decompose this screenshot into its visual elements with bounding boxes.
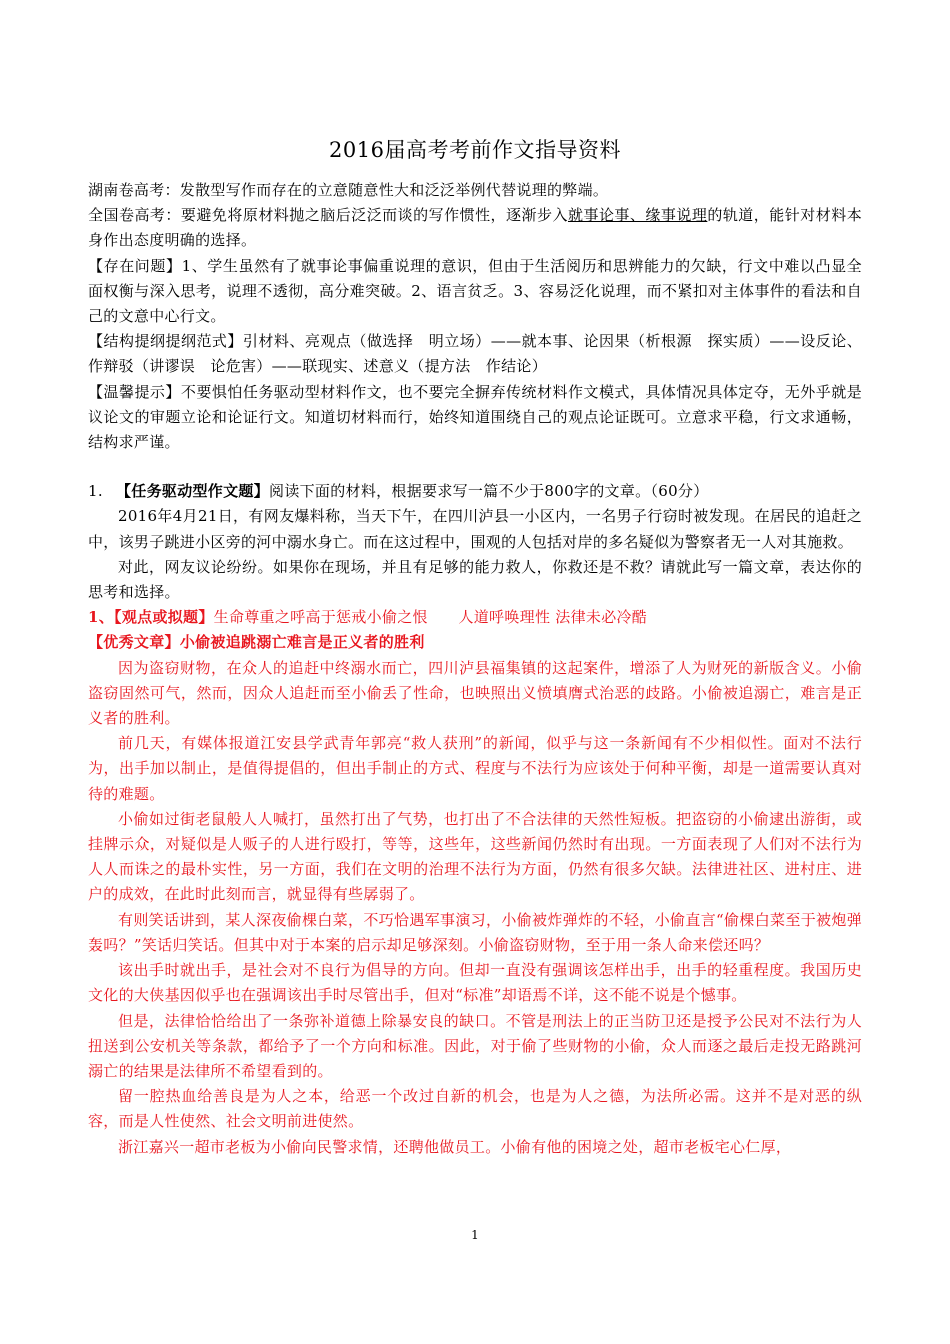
viewpoint-label: 1、【观点或拟题】 bbox=[88, 608, 214, 627]
essay-paragraph: 留一腔热血给善良是为人之本，给恶一个改过自新的机会，也是为人之德，为法所必需。这并不是对恶的纵容，而是人性使然、社会文明前进使然。 bbox=[88, 1087, 862, 1131]
essay-paragraph: 前几天，有媒体报道江安县学武青年郭亮“救人获刑”的新闻，似乎与这一条新闻有不少相似性。面对不法行为，出手加以制止，是值得提倡的，但出手制止的方式、程度与不法行为应该处于何种平衡，却是一道需要认真对待的难题。 bbox=[88, 734, 862, 803]
intro-national-b: 的轨道，能针对材料本身作出态度明确的选择。 bbox=[88, 206, 862, 250]
task-instruction: 阅读下面的材料，根据要求写一篇不少于800字的文章。（60分） bbox=[269, 482, 709, 501]
task-label: 【任务驱动型作文题】 bbox=[116, 482, 270, 501]
intro-national bbox=[88, 203, 862, 253]
essay-paragraph: 小偷如过街老鼠般人人喊打，虽然打出了气势，也打出了不合法律的天然性短板。把盗窃的小偷逮出游街，或挂牌示众，对疑似是人贩子的人进行殴打，等等，这些年，这些新闻仍然时有出现。一方面表现了人们对不法行为人人而诛之的最朴实性，另一方面，我们在文明的治理不法行为方面，仍然有很多欠缺。法律进社区、进村庄、进户的成效，在此时此刻而言，就显得有些孱弱了。 bbox=[88, 809, 862, 904]
document-page bbox=[88, 134, 862, 1160]
task-heading bbox=[88, 479, 862, 504]
intro-tips: 【温馨提示】不要惧怕任务驱动型材料作文，也不要完全摒弃传统材料作文模式，具体情况具体定夺，无外乎就是议论文的审题立论和论证行文。知道切材料而行，始终知道围绕自己的观点论证既可。立意求平稳，行文求通畅，结构求严谨。 bbox=[88, 382, 862, 452]
viewpoint-text: 生命尊重之呼高于惩戒小偷之恨 人道呼唤理性 法律未必冷酷 bbox=[213, 608, 648, 627]
task-material-1: 2016年4月21日，有网友爆料称，当天下午，在四川泸县一小区内，一名男子行窃时被发现。在居民的追赶之中，该男子跳进小区旁的河中溺水身亡。而在这过程中，围观的人包括对岸的多名疑似为警察者无一人对其施救。 bbox=[88, 507, 862, 551]
essay-paragraph: 该出手时就出手，是社会对不良行为倡导的方向。但却一直没有强调该怎样出手，出手的轻重程度。我国历史文化的大侠基因似乎也在强调该出手时尽管出手，但对“标准”却语焉不详，这不能不说是个憾事。 bbox=[88, 961, 862, 1005]
essay-title: 小偷被追跳溺亡难言是正义者的胜利 bbox=[179, 633, 425, 652]
intro-national-underlined: 就事论事、缘事说理 bbox=[567, 206, 708, 225]
spacer bbox=[88, 455, 862, 479]
essay-paragraph: 有则笑话讲到，某人深夜偷棵白菜，不巧恰遇军事演习，小偷被炸弹炸的不轻，小偷直言“偷棵白菜至于被炮弹轰吗？”笑话归笑话。但其中对于本案的启示却足够深刻。小偷盗窃财物，至于用一条人命来偿还吗？ bbox=[88, 910, 862, 954]
essay-paragraph: 浙江嘉兴一超市老板为小偷向民警求情，还聘他做员工。小偷有他的困境之处，超市老板宅心仁厚， bbox=[118, 1137, 792, 1156]
page-number: 1 bbox=[471, 1228, 479, 1242]
essay-heading bbox=[88, 630, 862, 655]
intro-structure: 【结构提纲提纲范式】引材料、亮观点（做选择 明立场）——就本事、论因果（析根源 探实质）——设反论、作辩驳（讲谬误 论危害）——联现实、述意义（提方法 作结论） bbox=[88, 332, 862, 376]
essay-paragraph: 因为盗窃财物，在众人的追赶中终溺水而亡，四川泸县福集镇的这起案件，增添了人为财死的新版含义。小偷盗窃固然可气，然而，因众人追赶而至小偷丢了性命，也映照出义愤填膺式治恶的歧路。小偷被追溺亡，难言是正义者的胜利。 bbox=[88, 658, 862, 728]
task-material-2: 对此，网友议论纷纷。如果你在现场，并且有足够的能力救人，你救还是不救？请就此写一篇文章，表达你的思考和选择。 bbox=[88, 557, 862, 602]
essay-paragraph: 但是，法律恰恰给出了一条弥补道德上除暴安良的缺口。不管是刑法上的正当防卫还是授予公民对不法行为人扭送到公安机关等条款，都给予了一个方向和标准。因此，对于偷了些财物的小偷，众人而逐之最后走投无路跳河溺亡的结果是法律所不希望看到的。 bbox=[88, 1011, 862, 1080]
task-number: 1. bbox=[88, 482, 103, 501]
intro-hunan: 湖南卷高考：发散型写作而存在的立意随意性大和泛泛举例代替说理的弊端。 bbox=[88, 181, 609, 199]
intro-national-a: 全国卷高考：要避免将原材料抛之脑后泛泛而谈的写作惯性，逐渐步入 bbox=[88, 206, 568, 225]
intro-problems: 【存在问题】1、学生虽然有了就事论事偏重说理的意识，但由于生活阅历和思辨能力的欠缺，行文中难以凸显全面权衡与深入思考，说理不透彻，高分难突破。2、语言贫乏。3、容易泛化说理，而不紧扣对主体事件的看法和自己的文意中心行文。 bbox=[88, 256, 862, 326]
viewpoint-line bbox=[88, 605, 862, 630]
document-title: 2016届高考考前作文指导资料 bbox=[329, 138, 621, 162]
essay-label: 【优秀文章】 bbox=[88, 633, 180, 652]
